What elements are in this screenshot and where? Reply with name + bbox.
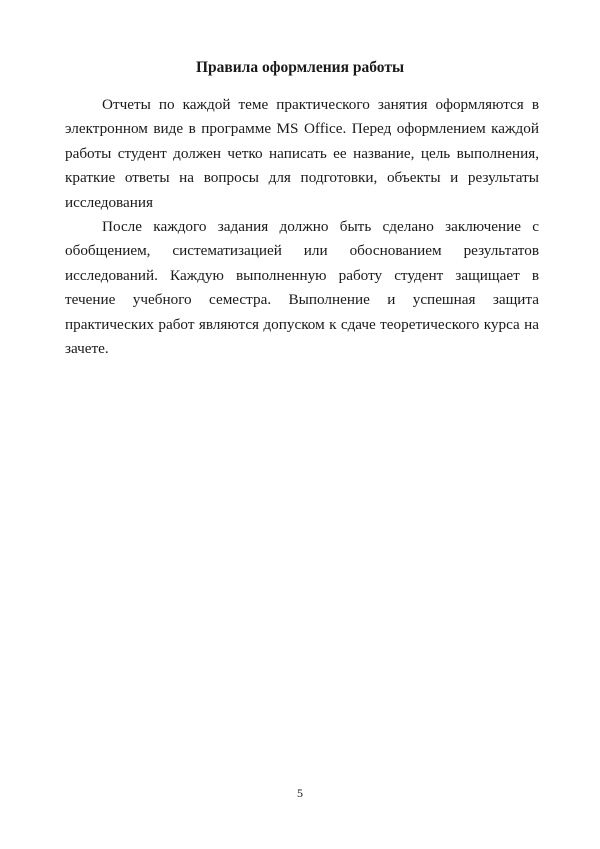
body-text bbox=[65, 93, 539, 361]
page-number: 5 bbox=[297, 786, 303, 800]
page-title: Правила оформления работы bbox=[195, 59, 405, 76]
paragraph-conclusion: После каждого задания должно быть сделано заключение с обобщением, систематизацией или обоснованием результатов исследований. Каждую выполненную работу студент защищает в течение учебного семестра. Выполнение и успешная защита практических работ являются допуском к сдаче теоретического курса на зачете. bbox=[65, 218, 539, 358]
paragraph-reports: Отчеты по каждой теме практического занятия оформляются в электронном виде в программе MS Office. Перед оформлением каждой работы студент должен четко написать ее название, цель выполнения, краткие ответы на вопросы для подготовки, объекты и результаты исследования bbox=[65, 96, 539, 211]
